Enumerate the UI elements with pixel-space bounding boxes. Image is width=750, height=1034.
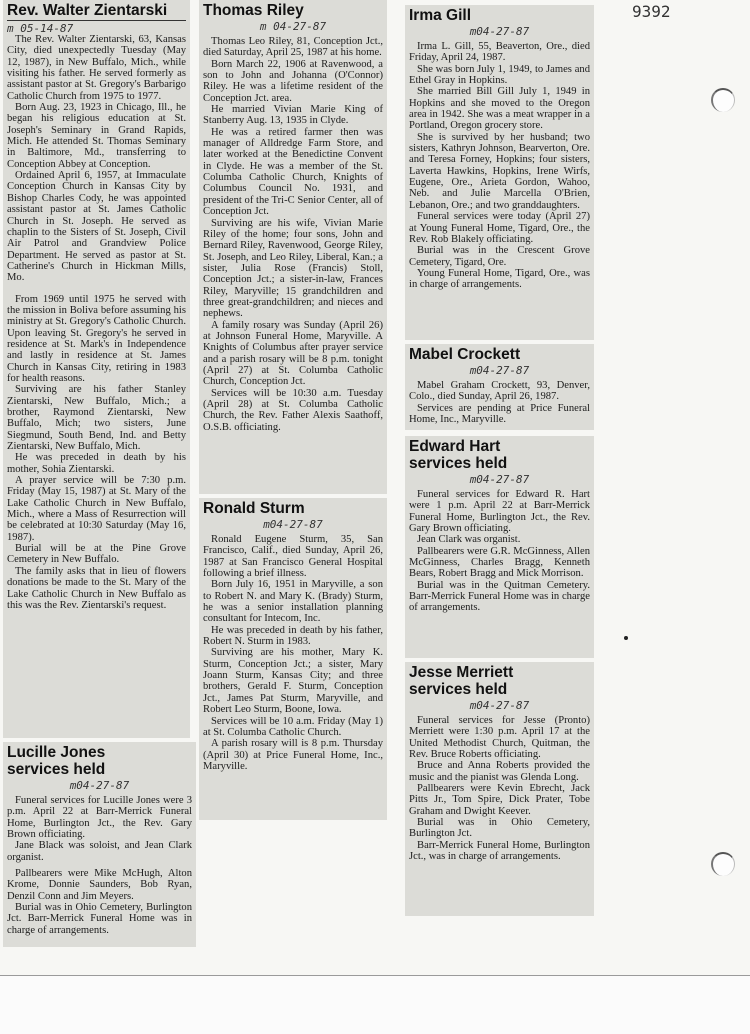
obituary-headline: Thomas Riley <box>203 2 304 19</box>
obituary-headline: Irma Gill <box>409 7 472 24</box>
scanner-margin <box>0 975 750 1034</box>
obituary-headline: Rev. Walter Zientarski <box>7 2 168 19</box>
obituary-headline: Edward Hart <box>409 438 501 455</box>
obituary-paragraph: Funeral services for Lucille Jones were 3 p.m. April 22 at Barr-Merrick Funeral Home, Burlington Jct., the Rev. Gary Brown officiating. <box>7 795 192 841</box>
obituary-paragraph: Barr-Merrick Funeral Home, Burlington Jct., was in charge of arrangements. <box>409 839 590 863</box>
obituary-paragraph: Ronald Eugene Sturm, 35, San Francisco, Calif., died Sunday, April 26, 1987 at San Francisco General Hospital following a brief illness. <box>203 534 383 580</box>
obituary-headline: Jesse Merriett <box>409 664 514 681</box>
obituary-paragraph: He was preceded in death by his mother, Sohia Zientarski. <box>7 452 186 475</box>
obituary-subheadline: services held <box>409 455 508 472</box>
obituary-paragraph: He was a retired farmer then was manager of Alldredge Farm Store, and later worked at the Benedictine Convent in Clyde. He was a member of the St. Columba Catholic Church, Knights of Columbus Council No. 1931, and president of the Tri-C Senior Center, all of Conception Jct. <box>203 126 383 218</box>
obituary-paragraph: Irma L. Gill, 55, Beaverton, Ore., died Friday, April 24, 1987. <box>409 41 590 64</box>
handwritten-date: m 05-14-87 <box>7 22 74 35</box>
obituary-paragraph: Services are pending at Price Funeral Home, Inc., Maryville. <box>409 402 590 426</box>
obituary-paragraph: She is survived by her husband; two sisters, Kathryn Johnson, Bearverton, Ore. and Teresa Forney, Hopkins; four sisters, Laverta Hawkins, Hopkins, Irene Wirfs, Eugene, Ore., Arieta Gordon, Wahoo, Neb. and Julie Marcella O'Brien, Lebanon, Ore.; and two granddaughters. <box>409 131 590 211</box>
obituary-paragraph: The family asks that in lieu of flowers donations be made to the St. Mary of the Lake Catholic Church in New Buffalo as this was the Rev. Zientarski's request. <box>7 565 186 611</box>
handwritten-date: m04-27-87 <box>263 518 323 531</box>
obituary-headline: Lucille Jones <box>7 744 106 761</box>
obituary-paragraph: Burial was in Ohio Cemetery, Burlington Jct. <box>409 817 590 840</box>
obituary-clipping <box>3 0 190 738</box>
handwritten-date: m04-27-87 <box>69 779 130 792</box>
obituary-paragraph: Pallbearers were Mike McHugh, Alton Krome, Donnie Saunders, Bob Ryan, Denzil Conn and Jim Meyers. <box>7 868 192 902</box>
obituary-paragraph: The Rev. Walter Zientarski, 63, Kansas City, died unexpectedly Tuesday (May 12, 1987), in New Buffalo, Mich., while visiting his father. He served formerly as assistant pastor at St. Gregory's Barbarigo Catholic Church from 1975 to 1977. <box>7 34 186 102</box>
obituary-paragraph: Burial was in the Crescent Grove Cemetery, Tigard, Ore. <box>409 245 590 268</box>
obituary-paragraph: Born March 22, 1906 at Ravenwood, a son to John and Johanna (O'Connor) Riley. He was a lifetime resident of the Conception Jct. area. <box>203 58 383 104</box>
obituary-paragraph: Thomas Leo Riley, 81, Conception Jct., died Saturday, April 25, 1987 at his home. <box>203 36 383 59</box>
obituary-paragraph: Burial was in Ohio Cemetery, Burlington Jct. Barr-Merrick Funeral Home was in charge of arrangements. <box>7 902 192 936</box>
obituary-subheadline: services held <box>409 681 508 698</box>
obituary-paragraph: Burial was in the Quitman Cemetery. Barr-Merrick Funeral Home was in charge of arrangements. <box>409 579 590 614</box>
scan-speck <box>624 636 628 640</box>
handwritten-date: m 04-27-87 <box>259 20 327 33</box>
obituary-paragraph: Ordained April 6, 1957, at Immaculate Conception Church in Kansas City by Bishop Charles Cody, he was appointed assistant pastor at St. James Catholic Church in St. Joseph. He served as chaplin to the Sisters of St. Joseph, Civil Air Patrol and Grandview Police Department. He served as pastor at St. Catherine's Church in Hickman Mills, Mo. <box>7 170 186 284</box>
obituary-paragraph: Bruce and Anna Roberts provided the music and the pianist was Glenda Long. <box>409 760 590 783</box>
page-number: 9392 <box>632 2 671 21</box>
obituary-clipping <box>405 5 594 340</box>
handwritten-date: m04-27-87 <box>469 699 530 712</box>
obituary-paragraph: Surviving are his wife, Vivian Marie Riley of the home; four sons, John and Bernard Riley, Ravenwood, George Riley, St. Joseph, and Leo Riley, Liberal, Kan.; a sister, Julia Rose (Francis) Stoll, Conception Jct.; a sister-in-law, Frances Riley, Maryville; 15 grandchildren and three great-grandchildren; and nieces and nephews. <box>203 217 383 320</box>
obituary-paragraph: She married Bill Gill July 1, 1949 in Hopkins and she moved to the Oregon area in 1942. She was a meat wrapper in a Portland, Oregon grocery store. <box>409 86 590 132</box>
obituary-paragraph: He was preceded in death by his father, Robert N. Sturm in 1983. <box>203 624 383 648</box>
obituary-clipping <box>405 662 594 916</box>
obituary-paragraph: Born July 16, 1951 in Maryville, a son to Robert N. and Mary K. (Brady) Sturm, he was a senior installation planning consultant for Intecom, Inc. <box>203 579 383 625</box>
obituary-paragraph: From 1969 until 1975 he served with the mission in Boliva before assuming his ministry at St. Gregory's Catholic Church. Upon leaving St. Gregory's he served in residence at St. Mark's in Independence and lastly in residence at St. James Church in Kansas City, retiring in 1983 for health reasons. <box>7 293 186 384</box>
obituary-clipping <box>405 344 594 430</box>
obituary-subheadline: services held <box>7 761 106 778</box>
obituary-clipping <box>405 436 594 658</box>
obituary-paragraph: Jean Clark was organist. <box>417 534 521 546</box>
handwritten-date: m04-27-87 <box>469 364 530 377</box>
obituary-headline: Ronald Sturm <box>203 500 305 517</box>
obituary-paragraph: Services will be 10:30 a.m. Tuesday (April 28) at St. Columba Catholic Church, the Rev. Father Alexis Saathoff, O.S.B. officiating. <box>203 387 383 433</box>
punch-hole <box>711 88 735 112</box>
punch-hole <box>711 852 735 876</box>
obituary-paragraph: Jane Black was soloist, and Jean Clark organist. <box>7 840 192 863</box>
obituary-paragraph: Born Aug. 23, 1923 in Chicago, Ill., he began his religious education at St. Joseph's Seminary in Grand Rapids, Mich. He attended St. Thomas Seminary in Baltimore, Md., transferring to Conception Abbey at Conception. <box>7 102 186 170</box>
obituary-paragraph: A family rosary was Sunday (April 26) at Johnson Funeral Home, Maryville. A Knights of Columbus after prayer service and a parish rosary will be 8 p.m. tonight (April 27) at St. Columba Catholic Church, Conception Jct. <box>203 319 383 388</box>
obituary-paragraph: A prayer service will be 7:30 p.m. Friday (May 15, 1987) at St. Mary of the Lake Catholic Church in New Buffalo, Mich., where a Mass of Resurrection will be celebrated at 10:30 Saturday (May 16, 1987). <box>7 475 186 543</box>
obituary-paragraph: A parish rosary will is 8 p.m. Thursday (April 30) at Price Funeral Home, Inc., Maryville. <box>203 738 383 772</box>
obituary-paragraph: Pallbearers were Kevin Ebrecht, Jack Pitts Jr., Tom Spire, Dick Prater, Tobe Graham and Dwight Keever. <box>409 783 590 817</box>
obituary-paragraph: Surviving are his mother, Mary K. Sturm, Conception Jct.; a sister, Mary Joann Sturm, Kansas City; and three brothers, Gerald F. Sturm, Conception Jct., James Pat Sturm, Maryville, and Robert Leo Sturm, Boone, Iowa. <box>203 647 383 716</box>
obituary-clipping <box>3 742 196 947</box>
obituary-clipping <box>199 498 387 820</box>
obituary-paragraph: Funeral services for Edward R. Hart were 1 p.m. April 22 at Barr-Merrick Funeral Home, Burlington Jct., the Rev. Gary Brown officiating. <box>409 489 590 535</box>
obituary-paragraph: Pallbearers were G.R. McGinness, Allen McGinness, Charles Bragg, Kenneth Bears, Robert Bragg and Mick Morrison. <box>409 545 590 580</box>
obituary-paragraph: Surviving are his father Stanley Zientarski, New Buffalo, Mich.; a brother, Raymond Zientarski, New Buffalo, Mich; two sisters, June Siegmund, South Bend, Ind. and Betty Zientarski, New Buffalo, Mich. <box>7 384 186 453</box>
obituary-clipping <box>199 0 387 494</box>
obituary-paragraph: Mabel Graham Crockett, 93, Denver, Colo., died Sunday, April 26, 1987. <box>409 380 590 403</box>
obituary-headline: Mabel Crockett <box>409 346 521 363</box>
obituary-paragraph: She was born July 1, 1949, to James and Ethel Gray in Hopkins. <box>409 63 590 87</box>
obituary-paragraph: He married Vivian Marie King of Stanberry Aug. 13, 1935 in Clyde. <box>203 104 383 127</box>
headline-rule <box>7 20 186 21</box>
obituary-paragraph: Funeral services were today (April 27) at Young Funeral Home, Tigard, Ore., the Rev. Rob Blakely officiating. <box>409 211 590 245</box>
obituary-paragraph: Funeral services for Jesse (Pronto) Merriett were 1:30 p.m. April 17 at the United Methodist Church, Quitman, the Rev. Bruce Roberts officiating. <box>409 715 590 761</box>
obituary-paragraph: Services will be 10 a.m. Friday (May 1) at St. Columba Catholic Church. <box>203 715 383 738</box>
obituary-paragraph: Burial will be at the Pine Grove Cemetery in New Buffalo. <box>7 543 186 566</box>
handwritten-date: m04-27-87 <box>469 473 530 486</box>
obituary-paragraph: Young Funeral Home, Tigard, Ore., was in charge of arrangements. <box>409 267 590 291</box>
handwritten-date: m04-27-87 <box>469 25 530 38</box>
